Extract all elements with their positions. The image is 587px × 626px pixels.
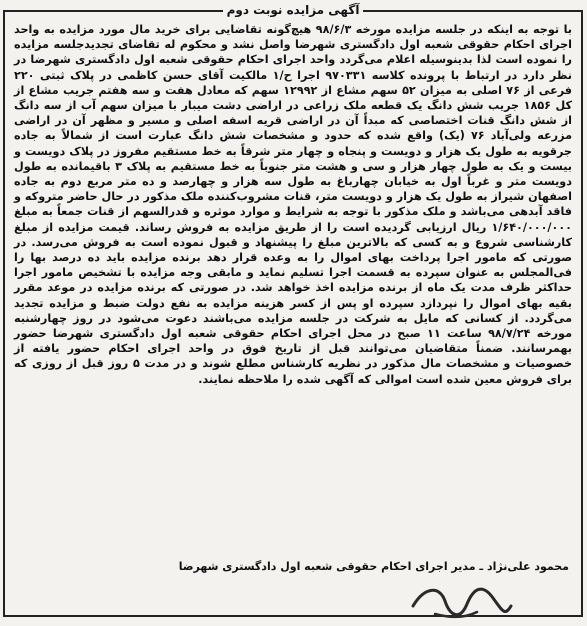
notice-border: [3, 3, 583, 617]
notice-body: [14, 22, 572, 387]
notice-body-text: با توجه به اینکه در جلسه مزایده مورخه ۹۸/۶/۳ هیچ‌گونه تقاضایی برای خرید مال مورد مزایده به واحد اجرای احکام حقوقی شعبه اول دادگستری شهرضا واصل نشد و محکوم له تقاضای تجدیدجلسه مزایده را نموده است لذا بدینوسیله اعلام می‌گردد واحد اجرای احکام حقوقی شعبه اول دادگستری شهرضا در نظر دارد در ارتباط با پرونده کلاسه ۹۷۰۳۳۱ اجرا ح/۱ مالکیت آقای حسن کاظمی در پلاک ثبتی ۲۲۰ فرعی از ۷۶ اصلی به میزان ۵۲ سهم مشاع از ۱۲۹۹۲ سهم که معادل هفت و سه هفتم جریب مشاع از کل ۱۸۵۶ جریب شش دانگ یک قطعه ملک زراعی در اراضی دشت میبار با میزان سهم آب از سه دانگ از شش دانگ قنات اختصاصی که مبداً آن در اراضی قریه اسفه اصلی و مسیر و مظهر آن در اراضی مزرعه ولی‌آباد ۷۶ (یک) واقع شده که حدود و مشخصات شش دانگ عبارت است از شمالاً به جاده جرقویه به طول یک هزار و دویست و پنجاه و چهار متر شرقاً به خط مستقیم مفروز در پلاک دویست و بیست و یک به طول چهار هزار و سی و هشت متر جنوباً به خط مستقیم به پلاک ۳ باقیمانده به طول دویست متر و غرباً اول به خیابان چهارباغ به طول سه هزار و چهارصد و ده متر مربع دوم به جاده اصفهان شیراز به طول یک هزار و دویست متر، قنات مشروب‌کننده ملک مذکور در حال حاضر متروکه و فاقد آبدهی می‌باشد و ملک مذکور با توجه به شرایط و موارد موثره و قدرالسهم از قنات جمعاً به مبلغ ۱/۶۴۰/۰۰۰/۰۰۰ ریال ارزیابی گردیده است را از طریق مزایده به فروش رساند. قیمت مزایده از مبلغ کارشناسی شروع و به کسی که بالاترین مبلغ را پیشنهاد و قبول نموده است به فروش می‌رسد. در صورتی که مامور اجرا پرداخت بهای اموال را به وعده قرار دهد برنده مزایده باید ده درصد بها را فی‌المجلس به عنوان سپرده به قسمت اجرا تسلیم نماید و مابقی وجه مزایده با تشخیص مامور اجرا حداکثر ظرف مدت یک ماه از برنده مزایده اخذ خواهد شد. در صورتی که برنده مزایده در موعد مقرر بقیه بهای اموال را نپردازد سپرده او پس از کسر هزینه مزایده به نفع دولت ضبط و مزایده تجدید می‌گردد. از کسانی که مایل به شرکت در جلسه مزایده می‌باشند دعوت می‌شود در روز چهارشنبه مورخه ۹۸/۷/۲۴ ساعت ۱۱ صبح در محل اجرای احکام حقوقی شعبه اول دادگستری شهرضا حضور بهمرسانند. ضمناً متقاضیان می‌توانند قبل از تاریخ فوق در واحد اجرای احکام حضور یافته از خصوصیات و مشخصات مال مذکور در نظریه کارشناس مطلع شوند و در مدت ۵ روز قبل از روزی که برای فروش معین شده است اموالی که آگهی شده را ملاحظه نمایند.: [14, 23, 573, 386]
notice-title: [5, 3, 581, 17]
notice-signature: محمود علی‌نژاد ـ مدیر اجرای احکام حقوقی شعبه اول دادگستری شهرضا: [178, 560, 569, 573]
notice-title-text: آگهی مزایده نوبت دوم: [223, 3, 364, 17]
